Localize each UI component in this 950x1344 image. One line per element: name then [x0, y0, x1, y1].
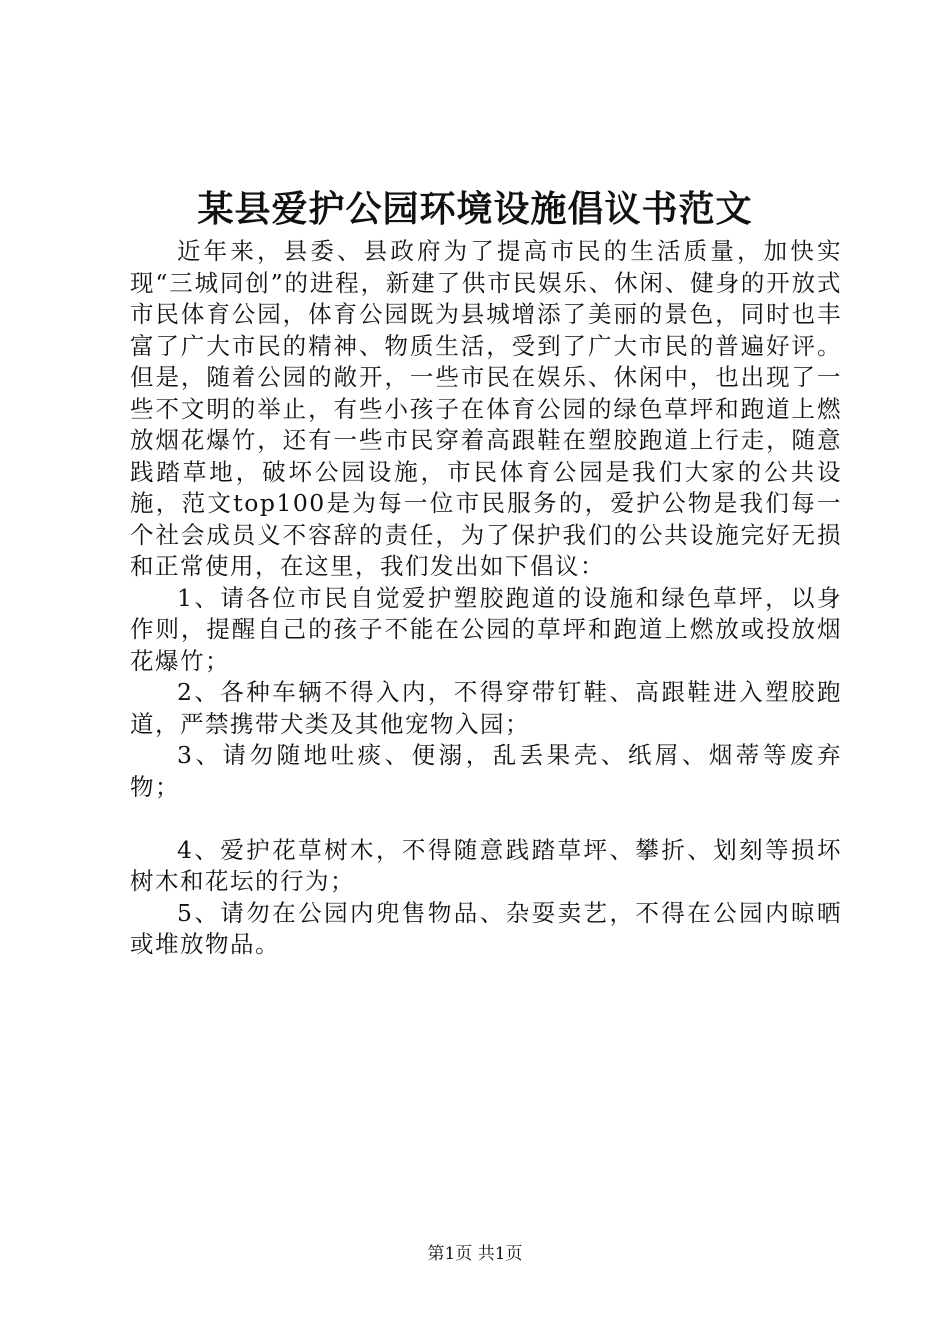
proposal-item-3: 3、请勿随地吐痰、便溺，乱丢果壳、纸屑、烟蒂等废弃物；	[130, 741, 842, 801]
proposal-item-4: 4、爱护花草树木，不得随意践踏草坪、攀折、划刻等损坏树木和花坛的行为；	[130, 835, 842, 895]
page-number-footer: 第1页 共1页	[427, 1244, 523, 1264]
proposal-item-2: 2、各种车辆不得入内，不得穿带钉鞋、高跟鞋进入塑胶跑道，严禁携带犬类及其他宠物入园；	[130, 678, 842, 738]
document-title: 某县爱护公园环境设施倡议书范文	[197, 188, 753, 230]
proposal-item-5: 5、请勿在公园内兜售物品、杂耍卖艺，不得在公园内晾晒或堆放物品。	[130, 898, 842, 958]
document-body	[130, 236, 842, 961]
proposal-item-1: 1、请各位市民自觉爱护塑胶跑道的设施和绿色草坪，以身作则，提醒自己的孩子不能在公园的草坪和跑道上燃放或投放烟花爆竹；	[130, 583, 842, 675]
intro-paragraph: 近年来，县委、县政府为了提高市民的生活质量，加快实现“三城同创”的进程，新建了供市民娱乐、休闲、健身的开放式市民体育公园，体育公园既为县城增添了美丽的景色，同时也丰富了广大市民的精神、物质生活，受到了广大市民的普遍好评。但是，随着公园的敞开，一些市民在娱乐、休闲中，也出现了一些不文明的举止，有些小孩子在体育公园的绿色草坪和跑道上燃放烟花爆竹，还有一些市民穿着高跟鞋在塑胶跑道上行走，随意践踏草地，破坏公园设施，市民体育公园是我们大家的公共设施，范文top100是为每一位市民服务的，爱护公物是我们每一个社会成员义不容辞的责任，为了保护我们的公共设施完好无损和正常使用，在这里，我们发出如下倡议：	[130, 237, 842, 580]
paragraph-spacer	[130, 803, 842, 835]
